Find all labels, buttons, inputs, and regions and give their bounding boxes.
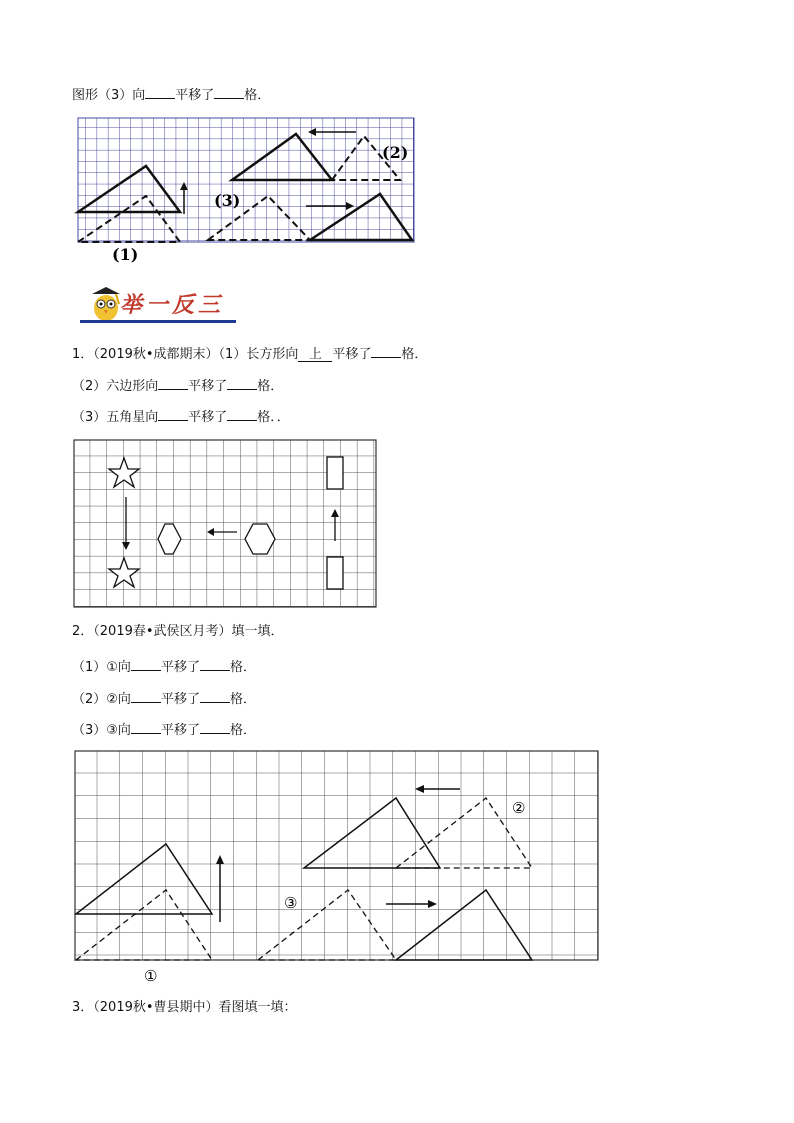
banner-title: 举一反三	[120, 292, 225, 318]
label-1: ①	[144, 967, 158, 985]
answer-blank[interactable]: 上	[298, 347, 332, 362]
answer-blank[interactable]	[158, 375, 188, 390]
answer-blank[interactable]	[131, 656, 161, 671]
label-2: ②	[512, 799, 526, 817]
q1-line-3: （3）五角星向 平移了 格．．	[72, 406, 290, 426]
answer-blank[interactable]	[200, 719, 230, 734]
q2-grid-figure	[74, 750, 602, 986]
answer-blank[interactable]	[200, 656, 230, 671]
answer-blank[interactable]	[145, 84, 175, 99]
answer-blank[interactable]	[371, 343, 401, 358]
q2-line-1: （1）①向 平移了 格．	[72, 656, 256, 676]
answer-blank[interactable]	[131, 688, 161, 703]
answer-blank[interactable]	[227, 375, 257, 390]
label-3: (3)	[214, 191, 241, 210]
answer-blank[interactable]	[200, 688, 230, 703]
banner-underline	[80, 320, 236, 323]
label-3: ③	[284, 894, 298, 912]
q2-line-3: （3）③向 平移了 格．	[72, 719, 256, 739]
q2-line-2: （2）②向 平移了 格．	[72, 688, 256, 708]
q2-title: 2．（2019春•武侯区月考）填一填．	[72, 624, 284, 639]
answer-blank[interactable]	[214, 84, 244, 99]
rectangle-icon	[327, 457, 343, 489]
answer-blank[interactable]	[158, 406, 188, 421]
label-1: (1)	[112, 245, 139, 264]
banner	[80, 284, 240, 328]
q3-title: 3．（2019秋•曹县期中）看图填一填：	[72, 1000, 297, 1015]
q1-line-1: 1．（2019秋•成都期末）（1）长方形向 上 平移了 格．	[72, 343, 427, 363]
intro-question: 图形（3）向 平移了 格．	[72, 84, 270, 104]
answer-blank[interactable]	[227, 406, 257, 421]
grid	[75, 751, 598, 960]
answer-blank[interactable]	[131, 719, 161, 734]
rectangle-icon	[327, 557, 343, 589]
label-2: (2)	[382, 143, 409, 162]
intro-translation-figure	[74, 116, 418, 268]
q1-line-2: （2）六边形向 平移了 格．	[72, 375, 283, 395]
q1-grid-figure	[73, 439, 379, 609]
